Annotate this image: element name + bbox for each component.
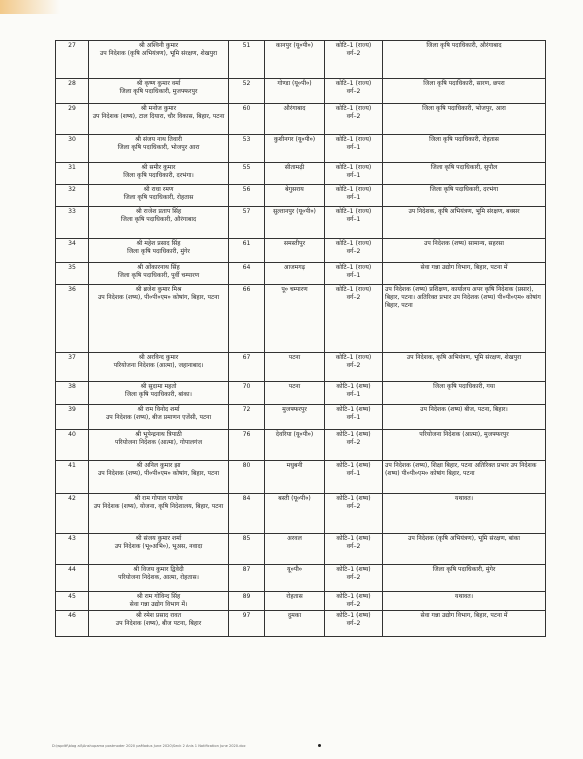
grade-line: कोटि–1 (राज्य) [335,240,372,247]
officer-name: श्री संजय कुमार शर्मा [135,535,182,542]
rank-cell: 53 [229,135,265,163]
grade-cell [325,79,383,104]
home-district-cell: मधुबनी [265,461,325,494]
grade-line: कोटि–1 (शष्य) [336,612,371,619]
grade-line: कोटि–1 (राज्य) [335,354,372,361]
rank-cell: 57 [229,207,265,239]
table-row [56,565,546,592]
serial-number-cell: 41 [56,461,89,494]
new-posting-cell: जिला कृषि पदाधिकारी, औरंगाबाद [383,41,546,79]
serial-number-cell: 32 [56,185,89,207]
current-designation: उप निदेशक (शष्य), पी०पी०एम० कोषांग, बिहार, पटना [97,294,220,301]
class-line: वर्ग–1 [346,194,361,201]
class-line: वर्ग–2 [346,503,361,510]
new-posting-cell: उप निदेशक (शष्य) प्रशिक्षण, कार्यालय अपर कृषि निदेशक (प्रसार), बिहार, पटना। अतिरिक्त प्रभार उप निदेशक (शष्य) पी०पी०एम० कोषांग बिहार, पटना [383,285,546,353]
new-posting-cell: परियोजना निदेशक (आत्मा), मुजफ्फरपुर [383,430,546,461]
class-line: वर्ग–2 [346,362,361,369]
officer-name: श्री राधा रमण [143,186,174,193]
table-row [56,135,546,163]
class-line: वर्ग–2 [346,88,361,95]
serial-number-cell: 31 [56,163,89,185]
officer-name: श्री अनिल कुमार झा [136,462,181,469]
name-designation-cell [89,405,229,430]
table-row [56,405,546,430]
rank-cell: 70 [229,382,265,405]
table-row [56,104,546,135]
grade-line: कोटि–1 (राज्य) [335,136,372,143]
officer-name: श्री रमेश प्रसाद रावत [135,612,182,619]
current-designation: जिला कृषि पदाधिकारी, रोहतास [123,194,194,201]
grade-line: कोटि–1 (शष्य) [336,566,371,573]
new-posting-cell: जिला कृषि पदाधिकारी, सारण, छपरा [383,79,546,104]
rank-cell: 67 [229,353,265,382]
home-district-cell: पटना [265,353,325,382]
grade-line: कोटि–1 (राज्य) [335,186,372,193]
table-row [56,239,546,263]
current-designation: जिला कृषि पदाधिकारी, मुंगेर [127,248,190,255]
officer-name: श्री समीर कुमार [141,164,176,171]
officer-name: श्री अरविन्द कुमार [138,354,179,361]
current-designation: जिला कृषि पदाधिकारी, मुजफ्फरपुर [119,88,198,95]
new-posting-cell: उप निदेशक (कृषि अभियंत्रण), भूमि संरक्षण, बांका [383,534,546,565]
class-line: वर्ग–2 [346,439,361,446]
class-line: वर्ग–2 [346,50,361,57]
class-line: वर्ग–1 [346,391,361,398]
name-designation-cell [89,263,229,285]
rank-cell: 51 [229,41,265,79]
grade-cell [325,185,383,207]
serial-number-cell: 40 [56,430,89,461]
home-district-cell: आजमगढ़ [265,263,325,285]
new-posting-cell: जिला कृषि पदाधिकारी, गया [383,382,546,405]
rank-cell: 84 [229,494,265,534]
table-row [56,207,546,239]
name-designation-cell [89,163,229,185]
grade-line: कोटि–1 (शष्य) [336,431,371,438]
grade-cell [325,163,383,185]
name-designation-cell [89,382,229,405]
current-designation: उप निदेशक (शष्य), योजना, कृषि निदेशालय, बिहार, पटना [93,503,224,510]
rank-cell: 60 [229,104,265,135]
grade-cell [325,353,383,382]
name-designation-cell [89,430,229,461]
serial-number-cell: 43 [56,534,89,565]
grade-line: कोटि–1 (शष्य) [336,383,371,390]
rank-cell: 89 [229,592,265,611]
home-district-cell: अरवल [265,534,325,565]
home-district-cell: औरंगाबाद [265,104,325,135]
grade-line: कोटि–1 (राज्य) [335,208,372,215]
current-designation: परियोजना निदेशक (आत्मा), जहानाबाद। [113,362,204,369]
rank-cell: 76 [229,430,265,461]
name-designation-cell [89,565,229,592]
new-posting-cell: यथावत। [383,592,546,611]
new-posting-cell: जिला कृषि पदाधिकारी, मुंगेर [383,565,546,592]
home-district-cell: पू० चम्पारण [265,285,325,353]
serial-number-cell: 44 [56,565,89,592]
grade-line: कोटि–1 (शष्य) [336,593,371,600]
new-posting-cell: यथावत। [383,494,546,534]
name-designation-cell [89,353,229,382]
name-designation-cell [89,207,229,239]
grade-cell [325,534,383,565]
officer-name: श्री राम गोपाल पाण्डेय [134,495,183,502]
home-district-cell: दुमका [265,611,325,637]
current-designation: जिला कृषि पदाधिकारी, बांका। [125,391,192,398]
table-row [56,185,546,207]
grade-cell [325,135,383,163]
name-designation-cell [89,185,229,207]
rank-cell: 97 [229,611,265,637]
serial-number-cell: 37 [56,353,89,382]
class-line: वर्ग–2 [346,543,361,550]
name-designation-cell [89,494,229,534]
current-designation: उप निदेशक (शष्य), पी०पी०एम० कोषांग, बिहार, पटना [97,470,220,477]
grade-line: कोटि–1 (शष्य) [336,495,371,502]
grade-line: कोटि–1 (राज्य) [335,105,372,112]
serial-number-cell: 30 [56,135,89,163]
class-line: वर्ग–1 [346,144,361,151]
serial-number-cell: 39 [56,405,89,430]
grade-cell [325,382,383,405]
current-designation: सेवा गन्ना उद्योग विभाग में। [129,601,188,608]
officer-name: श्री ओंकारनाथ सिंह [137,264,180,271]
table-row [56,611,546,637]
grade-line: कोटि–1 (शष्य) [336,406,371,413]
officer-name: श्री कृष्ण कुमार वर्मा [136,80,181,87]
current-designation: उप निदेशक (शष्य), बीज प्रमाणन एजेंसी, पटना [105,414,212,421]
table-row [56,41,546,79]
class-line: वर्ग–2 [346,113,361,120]
class-line: वर्ग–2 [346,248,361,255]
name-designation-cell [89,461,229,494]
home-district-cell: पटना [265,382,325,405]
name-designation-cell [89,285,229,353]
class-line: वर्ग–1 [346,172,361,179]
officer-name: श्री महेश प्रसाद सिंह [136,240,181,247]
page-dot [318,744,321,747]
home-district-cell: बेगुसराय [265,185,325,207]
name-designation-cell [89,611,229,637]
grade-cell [325,461,383,494]
table-row [56,79,546,104]
home-district-cell: यू०पी० [265,565,325,592]
current-designation: उप निदेशक (शष्य), टाल दियारा, चौर विकास, बिहार, पटना [92,113,225,120]
officer-name: श्री ब्रजेश कुमार मिश्र [135,286,182,293]
rank-cell: 66 [229,285,265,353]
officer-name: श्री राम विनोद शर्मा [137,406,180,413]
rank-cell: 61 [229,239,265,263]
grade-cell [325,430,383,461]
new-posting-cell: उप निदेशक (शष्य) सामान्य, सहरसा [383,239,546,263]
new-posting-cell: उप निदेशक (शष्य) बीज, पटना, बिहार। [383,405,546,430]
grade-line: कोटि–1 (राज्य) [335,42,372,49]
officer-name: श्री संजय नाथ तिवारी [135,136,182,143]
officer-name: श्री विजय कुमार द्विवेदी [133,566,184,573]
serial-number-cell: 33 [56,207,89,239]
officer-name: श्री अश्विनी कुमार [138,42,179,49]
name-designation-cell [89,534,229,565]
grade-cell [325,405,383,430]
new-posting-cell: जिला कृषि पदाधिकारी, दरभंगा [383,185,546,207]
home-district-cell: रोहतास [265,592,325,611]
table-row [56,461,546,494]
table-body [56,41,546,637]
home-district-cell: देवरिया (यू०पी०) [265,430,325,461]
rank-cell: 87 [229,565,265,592]
name-designation-cell [89,135,229,163]
serial-number-cell: 36 [56,285,89,353]
rank-cell: 56 [229,185,265,207]
current-designation: उप निदेशक (शष्य), बीज पटना, बिहार [115,620,202,627]
table-row [56,494,546,534]
grade-cell [325,285,383,353]
home-district-cell: समस्तीपुर [265,239,325,263]
serial-number-cell: 35 [56,263,89,285]
home-district-cell: गोण्डा (यू०पी०) [265,79,325,104]
table-row [56,163,546,185]
serial-number-cell: 46 [56,611,89,637]
officer-name: श्री भूपेन्द्रनाथ त्रिपाठी [135,431,182,438]
home-district-cell: सुल्तानपुर (यू०पी०) [265,207,325,239]
grade-line: कोटि–1 (राज्य) [335,80,372,87]
table-row [56,430,546,461]
name-designation-cell [89,592,229,611]
class-line: वर्ग–1 [346,216,361,223]
home-district-cell: कुशीनगर (यू०पी०) [265,135,325,163]
new-posting-cell: उप निदेशक, कृषि अभियंत्रण, भूमि संरक्षण, शेखपुरा [383,353,546,382]
table-row [56,592,546,611]
grade-line: कोटि–1 (शष्य) [336,535,371,542]
current-designation: जिला कृषि पदाधिकारी, पूर्वी चम्पारण [117,272,200,279]
table-row [56,353,546,382]
grade-line: कोटि–1 (राज्य) [335,264,372,271]
grade-cell [325,239,383,263]
page-corner-mark [0,0,60,14]
grade-cell [325,494,383,534]
new-posting-cell: सेवा गन्ना उद्योग विभाग, बिहार, पटना में [383,611,546,637]
grade-cell [325,611,383,637]
rank-cell: 55 [229,163,265,185]
grade-cell [325,104,383,135]
current-designation: जिला कृषि पदाधिकारी, दरभंगा। [123,172,194,179]
serial-number-cell: 42 [56,494,89,534]
current-designation: उप निदेशक (कृषि अभियंत्रण), भूमि संरक्षण, शेखपुरा [99,50,218,57]
officer-name: श्री राम गोविन्द सिंह [136,593,181,600]
new-posting-cell: उप निदेशक, कृषि अभियंत्रण, भूमि संरक्षण, बक्सर [383,207,546,239]
class-line: वर्ग–1 [346,414,361,421]
table-row [56,285,546,353]
serial-number-cell: 45 [56,592,89,611]
rank-cell: 85 [229,534,265,565]
rank-cell: 52 [229,79,265,104]
rank-cell: 80 [229,461,265,494]
current-designation: उप निदेशक (भू०अभि०), भूअस, नवादा [114,543,203,550]
home-district-cell: सीतामढ़ी [265,163,325,185]
new-posting-cell: जिला कृषि पदाधिकारी, रोहतास [383,135,546,163]
serial-number-cell: 27 [56,41,89,79]
file-path-footer: D:\wpdtf\blog all\Anshupama postmoder 2020 paModus June 2020\Seck 2 Anis 1 Notification June 2020.doc [52,744,246,748]
officer-name: श्री सुदामा महतो [140,383,177,390]
grade-cell [325,41,383,79]
table-row [56,263,546,285]
name-designation-cell [89,79,229,104]
current-designation: जिला कृषि पदाधिकारी, औरंगाबाद [120,216,197,223]
class-line: वर्ग–1 [346,470,361,477]
grade-line: कोटि–1 (शष्य) [336,462,371,469]
home-district-cell: बस्ती (यू०पी०) [265,494,325,534]
officer-name: श्री राजेश प्रताप सिंह [135,208,182,215]
grade-cell [325,565,383,592]
transfer-posting-table [55,40,546,637]
name-designation-cell [89,41,229,79]
grade-cell [325,592,383,611]
current-designation: परियोजना निदेशक (आत्मा), गोपालगंज [115,439,202,446]
serial-number-cell: 29 [56,104,89,135]
name-designation-cell [89,239,229,263]
class-line: वर्ग–2 [346,294,361,301]
new-posting-cell: उप निदेशक (शष्य), शिक्षा बिहार, पटना अतिरिक्त प्रभार उप निदेशक (शष्य) पी०पी०एम० कोषांग बिहार, पटना [383,461,546,494]
officer-name: श्री मनोज कुमार [140,105,177,112]
home-district-cell: मुजफ्फरपुर [265,405,325,430]
grade-cell [325,207,383,239]
class-line: वर्ग–2 [346,574,361,581]
new-posting-cell: जिला कृषि पदाधिकारी, भोजपुर, आरा [383,104,546,135]
current-designation: परियोजना निदेशक, आत्मा, रोहतास। [118,574,199,581]
table-row [56,534,546,565]
grade-cell [325,263,383,285]
serial-number-cell: 34 [56,239,89,263]
home-district-cell: कानपुर (यू०पी०) [265,41,325,79]
grade-line: कोटि–1 (राज्य) [335,286,372,293]
serial-number-cell: 28 [56,79,89,104]
class-line: वर्ग–2 [346,620,361,627]
table-row [56,382,546,405]
name-designation-cell [89,104,229,135]
class-line: वर्ग–2 [346,601,361,608]
new-posting-cell: सेवा गन्ना उद्योग विभाग, बिहार, पटना में [383,263,546,285]
current-designation: जिला कृषि पदाधिकारी, भोजपुर आरा [117,144,200,151]
new-posting-cell: जिला कृषि पदाधिकारी, सुपौल [383,163,546,185]
grade-line: कोटि–1 (राज्य) [335,164,372,171]
serial-number-cell: 38 [56,382,89,405]
class-line: वर्ग–1 [346,272,361,279]
rank-cell: 72 [229,405,265,430]
rank-cell: 64 [229,263,265,285]
